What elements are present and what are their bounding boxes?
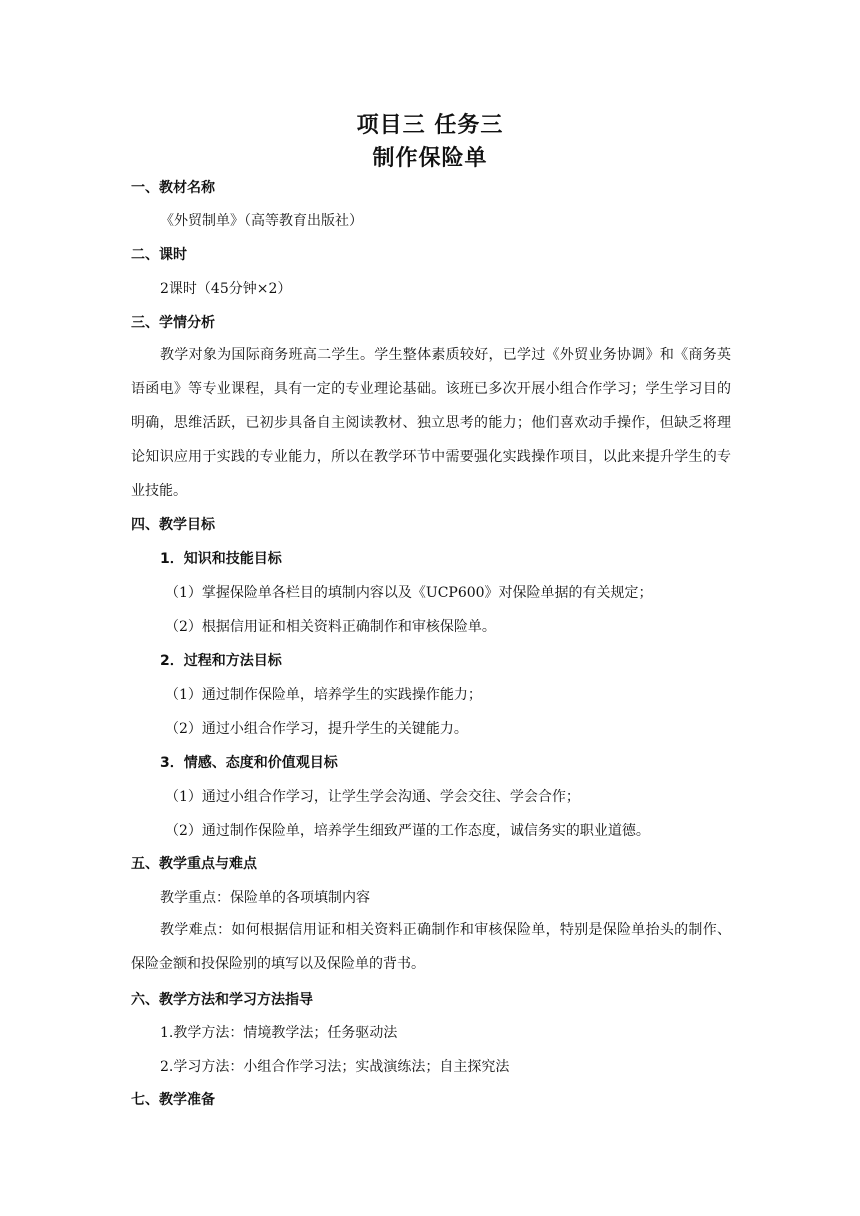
section-heading-textbook: 一、教材名称 xyxy=(131,180,215,196)
objective-1-title: 1．知识和技能目标 xyxy=(160,551,282,567)
section-heading-objectives: 四、教学目标 xyxy=(131,517,215,533)
section-heading-key-points: 五、教学重点与难点 xyxy=(131,856,257,872)
document-title: 项目三 任务三 xyxy=(356,113,504,138)
teaching-method: 1.教学方法：情境教学法；任务驱动法 xyxy=(160,1025,398,1041)
class-hours: 2课时（45分钟×2） xyxy=(160,281,292,297)
student-analysis-paragraph: 教学对象为国际商务班高二学生。学生整体素质较好，已学过《外贸业务协调》和《商务英语函电》等专业课程，具有一定的专业理论基础。该班已多次开展小组合作学习；学生学习目的明确，思维活跃，已初步具备自主阅读教材、独立思考的能力；他们喜欢动手操作，但缺乏将理论知识应用于实践的专业能力，所以在教学环节中需要强化实践操作项目，以此来提升学生的专业技能。 xyxy=(131,347,731,499)
objective-3-item-2: （2）通过制作保险单，培养学生细致严谨的工作态度，诚信务实的职业道德。 xyxy=(165,823,650,839)
objective-3-title: 3．情感、态度和价值观目标 xyxy=(160,755,338,771)
objective-2-item-2: （2）通过小组合作学习，提升学生的关键能力。 xyxy=(165,721,468,737)
section-heading-methods: 六、教学方法和学习方法指导 xyxy=(131,992,313,1008)
objective-2-item-1: （1）通过制作保险单，培养学生的实践操作能力； xyxy=(165,687,482,703)
key-point-text: 教学重点：保险单的各项填制内容 xyxy=(160,890,370,906)
section-heading-hours: 二、课时 xyxy=(131,247,187,263)
objective-2-title: 2．过程和方法目标 xyxy=(160,653,282,669)
difficult-point-paragraph: 教学难点：如何根据信用证和相关资料正确制作和审核保险单，特别是保险单抬头的制作、保险金额和投保险别的填写以及保险单的背书。 xyxy=(131,922,731,972)
learning-method: 2.学习方法：小组合作学习法；实战演练法；自主探究法 xyxy=(160,1059,510,1075)
section-heading-preparation: 七、教学准备 xyxy=(131,1092,215,1108)
objective-1-item-2: （2）根据信用证和相关资料正确制作和审核保险单。 xyxy=(165,619,496,635)
objective-3-item-1: （1）通过小组合作学习，让学生学会沟通、学会交往、学会合作； xyxy=(165,789,580,805)
document-subtitle: 制作保险单 xyxy=(372,146,488,171)
section-heading-student-analysis: 三、学情分析 xyxy=(131,315,215,331)
textbook-name: 《外贸制单》（高等教育出版社） xyxy=(160,213,363,229)
objective-1-item-1: （1）掌握保险单各栏目的填制内容以及《UCP600》对保险单据的有关规定； xyxy=(165,585,653,601)
